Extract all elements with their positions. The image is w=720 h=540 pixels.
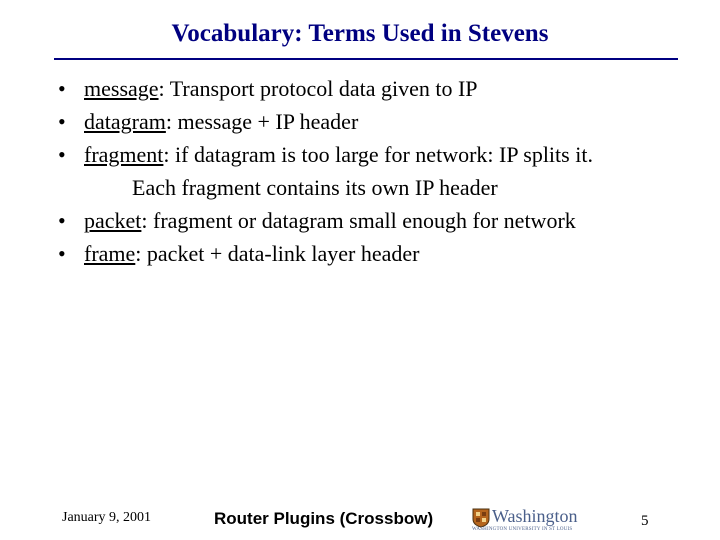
footer-date: January 9, 2001 [62,510,152,525]
term: frame [84,241,136,266]
list-item [58,138,698,204]
slide-title: Vocabulary: Terms Used in Stevens [171,20,549,47]
definition: : packet + data-link layer header [135,241,420,266]
term: datagram [84,109,166,134]
definition: : fragment or datagram small enough for network [141,208,576,233]
term: fragment [84,142,164,167]
definition: : if datagram is too large for network: IP splits it. [163,142,593,167]
list-item [58,237,698,270]
page-number: 5 [641,513,649,529]
term: message [84,76,159,101]
definition: : message + IP header [165,109,359,134]
bullet-icon: • [58,142,66,167]
logo-wordmark: Washington [492,506,578,526]
title-divider [54,58,678,60]
term: packet [84,208,142,233]
list-item [58,204,698,237]
bullet-icon: • [58,76,66,101]
logo-tagline: WASHINGTON UNIVERSITY IN ST LOUIS [472,527,573,532]
shield-icon [472,508,490,528]
definition: : Transport protocol data given to IP [158,76,478,101]
list-item [58,72,698,105]
bullet-icon: • [58,208,66,233]
bullet-icon: • [58,241,66,266]
list-item [58,105,698,138]
bullet-list [58,72,698,270]
footer-title: Router Plugins (Crossbow) [214,509,434,528]
bullet-icon: • [58,109,66,134]
definition-continuation: Each fragment contains its own IP header [132,175,498,200]
university-logo [472,506,590,530]
